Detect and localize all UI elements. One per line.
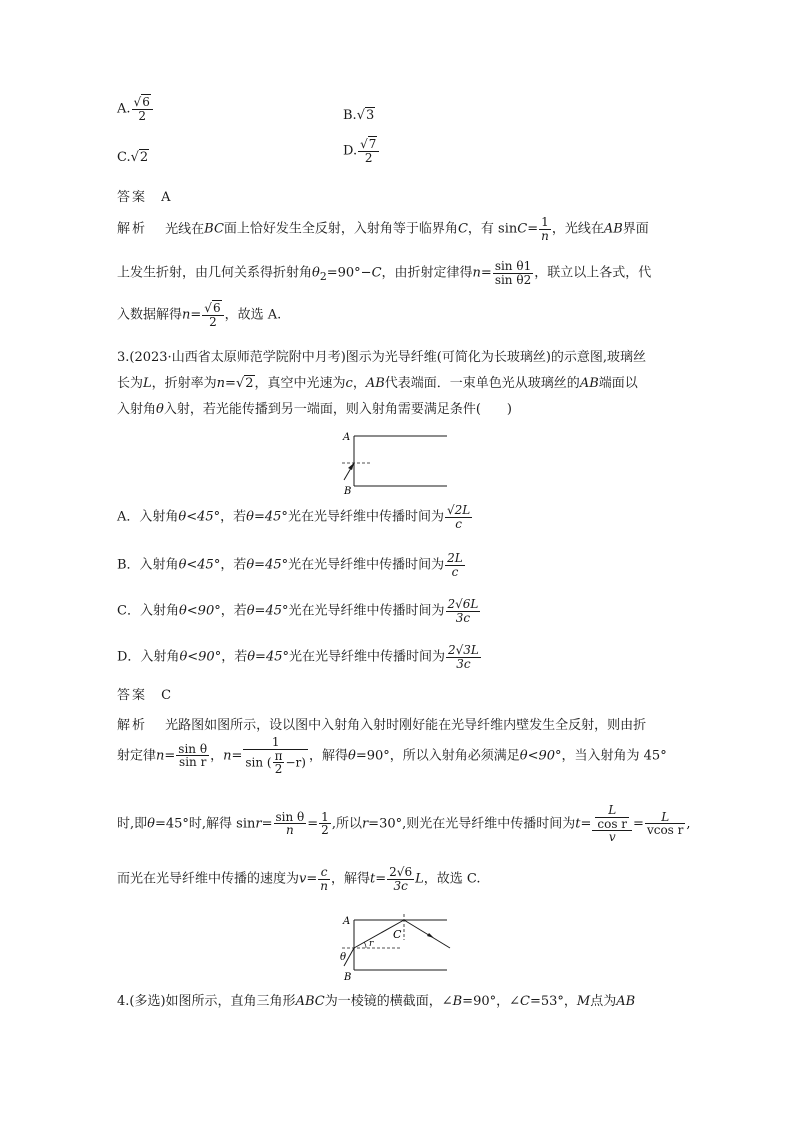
denominator: n <box>274 823 307 837</box>
label-c: C <box>393 928 402 941</box>
answer-value: A <box>161 190 171 205</box>
text: t <box>575 816 581 832</box>
text: 点为 <box>590 994 617 1009</box>
numerator: 2√6 <box>389 865 413 879</box>
denominator: 3c <box>446 611 481 625</box>
text: B <box>452 994 463 1009</box>
numerator: 2L <box>447 551 463 565</box>
denominator: sin r <box>176 755 209 769</box>
text: ,所以 <box>331 816 362 832</box>
fraction <box>243 736 308 776</box>
numerator: 1 <box>271 735 280 749</box>
text: θ=45° <box>246 557 289 573</box>
q2-option-c: C.√2 <box>117 150 149 165</box>
label-b: B <box>344 972 352 983</box>
text: 光线在 <box>165 221 205 237</box>
fraction <box>176 743 209 769</box>
label-a: A <box>343 432 351 443</box>
text: 端面以 <box>598 376 638 391</box>
q3-option-d <box>117 644 482 670</box>
text: ，由折射定律得 <box>381 265 473 281</box>
fraction <box>493 260 533 286</box>
denominator: sin θ2 <box>494 272 532 287</box>
text: ，若 <box>220 603 247 619</box>
text: =53°， <box>529 994 577 1009</box>
text: θ<90° <box>519 748 562 764</box>
text: A．入射角 <box>117 509 179 525</box>
fraction: $\frac{√7}{2}$ <box>358 138 379 164</box>
text: C <box>457 221 468 237</box>
text: = <box>190 307 202 323</box>
radicand: 6 <box>212 301 221 315</box>
q2-analysis-line-1 <box>117 216 649 242</box>
angle-arc-r <box>364 942 366 948</box>
text: 界面 <box>622 221 649 237</box>
text: = <box>231 748 243 764</box>
analysis-label: 解析 <box>117 718 148 733</box>
numerator: 2√3L <box>448 643 479 657</box>
q3-stem-line-2: 长为L，折射率为n=√2，真空中光速为c，AB代表端面．一束单色光从玻璃丝的AB端面以 <box>117 376 638 391</box>
fraction <box>319 811 331 837</box>
text: 光在光导纤维中传播时间为 <box>287 509 444 525</box>
text: 光在光导纤维中传播时间为 <box>288 649 445 665</box>
denominator: c <box>445 565 465 579</box>
text: θ=45° <box>246 603 289 619</box>
text: 光在光导纤维中传播时间为 <box>288 557 445 573</box>
text: =90°− <box>326 265 372 281</box>
text: = <box>164 748 176 764</box>
numerator: L <box>661 809 670 824</box>
text: 入射角 <box>117 402 157 417</box>
text: v <box>299 871 307 887</box>
numerator <box>592 804 632 830</box>
text: C．入射角 <box>117 603 179 619</box>
text: M <box>576 994 591 1009</box>
text: L <box>415 871 424 887</box>
denominator: n <box>320 878 329 893</box>
numerator: sin θ1 <box>494 259 532 273</box>
text: n <box>472 265 481 281</box>
text: C <box>517 221 528 237</box>
text: =30°,则光在光导纤维中传播时间为 <box>368 816 576 832</box>
label-b: B <box>344 486 352 497</box>
q4-stem-line-1 <box>117 990 635 1009</box>
text: n <box>156 748 165 764</box>
answer-label: 答案 <box>117 190 148 205</box>
text: = <box>307 816 319 832</box>
text: 3.(2023·山西省太原师范学院附中月考)图示为光导纤维(可简化为长玻璃丝)的示意图,玻璃丝 <box>117 350 647 365</box>
numerator: π <box>274 748 283 763</box>
fraction <box>645 811 685 837</box>
text: ，解得 <box>308 748 348 764</box>
text: 为一棱镜的横截面，∠ <box>324 994 453 1009</box>
text: θ <box>347 748 356 764</box>
subscript: 2 <box>319 270 327 284</box>
text: ， <box>210 748 224 764</box>
text: ，解得 <box>331 871 371 887</box>
inner-fraction <box>595 804 629 830</box>
text: ABC <box>295 994 325 1009</box>
reflected-ray <box>404 920 450 948</box>
text: θ<45° <box>178 557 221 573</box>
text: B．入射角 <box>117 557 179 573</box>
denominator <box>243 749 308 776</box>
numerator: 1 <box>321 809 329 824</box>
answer-label: 答案 <box>117 688 148 703</box>
q2-option-d <box>343 138 380 164</box>
text: C <box>520 994 530 1009</box>
numerator: 2√6L <box>447 597 479 611</box>
text: ，当入射角为 45° <box>561 748 667 764</box>
text: 上发生折射，由几何关系得折射角 <box>117 265 313 281</box>
numerator: L <box>608 803 617 817</box>
label-a: A <box>343 916 351 927</box>
text: sin ( <box>245 755 272 770</box>
pi-fraction <box>273 750 285 776</box>
fraction: $\frac{√6}{2}$ <box>202 302 223 328</box>
fraction <box>445 504 472 530</box>
q3-stem-line-3 <box>117 398 512 417</box>
text: θ <box>312 265 320 281</box>
fraction <box>274 811 307 837</box>
fraction <box>446 644 481 670</box>
text: 代表端面．一束单色光从玻璃丝的 <box>384 376 580 391</box>
text: L <box>143 376 152 391</box>
text: θ=45° <box>246 509 288 525</box>
text: θ=45° <box>247 649 289 665</box>
text: 而光在光导纤维中传播的速度为 <box>117 871 300 887</box>
text: BC <box>204 221 224 237</box>
fraction: $\frac{√6}{2}$ <box>132 96 153 122</box>
denominator: 3c <box>387 879 414 893</box>
text: AB <box>579 376 599 391</box>
text: 长为 <box>117 376 144 391</box>
text: = <box>480 265 492 281</box>
denominator: 3c <box>446 657 481 671</box>
fiber-figure-1 <box>330 428 460 500</box>
denominator: n <box>541 228 549 243</box>
text: 光在光导纤维中传播时间为 <box>288 603 445 619</box>
text: t <box>370 871 376 887</box>
denominator: vcos r <box>646 823 684 838</box>
text: = <box>633 816 644 832</box>
analysis-label: 解析 <box>117 221 148 237</box>
numerator: sin θ <box>275 809 305 824</box>
text: 入射，若光能传播到另一端面，则入射角需要满足条件( ) <box>163 402 512 417</box>
text: n <box>223 748 232 764</box>
text: n <box>216 376 226 391</box>
text: D．入射角 <box>117 649 180 665</box>
text: AB <box>365 376 385 391</box>
q2-analysis-line-2 <box>117 260 651 286</box>
denominator: v <box>592 830 632 844</box>
denominator: 2 <box>358 151 379 165</box>
text: =90°，∠ <box>462 994 520 1009</box>
ray-arrow <box>427 933 434 938</box>
text: θ <box>156 402 164 417</box>
text: c <box>345 376 353 391</box>
numerator: sin θ <box>178 741 208 756</box>
text: = <box>375 871 387 887</box>
q3-analysis-line-3 <box>117 804 691 844</box>
text: C <box>371 265 382 281</box>
text: = <box>580 816 592 832</box>
text: θ<90° <box>178 603 221 619</box>
label-r: r <box>369 939 374 949</box>
text: = <box>306 871 318 887</box>
option-letter: B. <box>343 108 357 123</box>
text: −r) <box>285 755 306 770</box>
option-letter: D. <box>343 143 358 159</box>
text: 射定律 <box>117 748 157 764</box>
numerator: 1 <box>541 215 549 229</box>
denominator: 2 <box>132 109 153 123</box>
compound-fraction <box>592 804 632 844</box>
denominator: cos r <box>597 816 628 831</box>
radicand: 2 <box>139 150 149 165</box>
text: ，若 <box>220 509 247 525</box>
denominator: 2 <box>321 823 329 838</box>
text: r <box>255 816 262 832</box>
radicand: 6 <box>142 95 150 109</box>
q2-option-b: B.√3 <box>343 108 375 123</box>
text: = <box>225 376 236 391</box>
answer-value: C <box>161 688 172 703</box>
numerator: √2L <box>446 503 471 517</box>
text: r <box>361 816 369 832</box>
radicand: 2 <box>245 376 254 391</box>
text: θ <box>147 816 155 832</box>
fiber-figure-2 <box>330 912 460 984</box>
text: ，光线在 <box>551 221 604 237</box>
text: n <box>182 307 191 323</box>
text: ，故选 C. <box>423 871 481 887</box>
text: =90°，所以入射角必须满足 <box>355 748 520 764</box>
q3-answer <box>117 684 171 703</box>
text: ，联立以上各式，代 <box>534 265 652 281</box>
fraction <box>446 598 481 624</box>
denominator: 2 <box>202 315 223 329</box>
q3-option-b <box>117 552 466 578</box>
text: ，若 <box>221 649 248 665</box>
fraction <box>539 216 551 242</box>
q3-analysis-line-1 <box>117 714 646 733</box>
q3-stem-line-1 <box>117 346 646 365</box>
text: θ<45° <box>178 509 221 525</box>
text: AB <box>603 221 623 237</box>
text: = <box>527 221 539 237</box>
q3-analysis-line-4 <box>117 866 480 892</box>
denominator: 2 <box>273 762 285 776</box>
fraction <box>445 552 465 578</box>
text: AB <box>616 994 636 1009</box>
text: ，折射率为 <box>151 376 217 391</box>
text: ，真空中光速为 <box>254 376 346 391</box>
text: ， <box>352 376 366 391</box>
text: ，故选 A. <box>224 307 282 323</box>
q2-analysis-line-3 <box>117 302 281 328</box>
text: ，若 <box>220 557 247 573</box>
q2-answer <box>117 186 171 205</box>
q3-analysis-line-2 <box>117 736 667 776</box>
text: 光路图如图所示，设以图中入射角入射时刚好能在光导纤维内壁发生全反射，则由折 <box>165 718 647 733</box>
denominator: c <box>445 517 472 531</box>
option-letter: A. <box>117 101 131 117</box>
text: θ<90° <box>179 649 222 665</box>
text: 入数据解得 <box>117 307 183 323</box>
q2-option-a <box>117 96 154 122</box>
text: =45°时,解得 sin <box>154 816 256 832</box>
fraction <box>318 866 330 892</box>
text: 4.(多选)如图所示，直角三角形 <box>117 994 296 1009</box>
text: 时,即 <box>117 816 148 832</box>
text: , <box>686 816 691 832</box>
option-letter: C. <box>117 150 131 165</box>
q3-option-a <box>117 504 473 530</box>
radicand: 7 <box>368 137 377 151</box>
text: 面上恰好发生全反射，入射角等于临界角 <box>223 221 458 237</box>
numerator: c <box>320 865 328 879</box>
radicand: 3 <box>365 108 375 123</box>
ray-arrow <box>348 463 354 470</box>
q3-option-c <box>117 598 481 624</box>
fraction <box>387 866 414 892</box>
label-theta: θ <box>340 952 347 963</box>
text: = <box>261 816 273 832</box>
text: ，有 sin <box>467 221 518 237</box>
